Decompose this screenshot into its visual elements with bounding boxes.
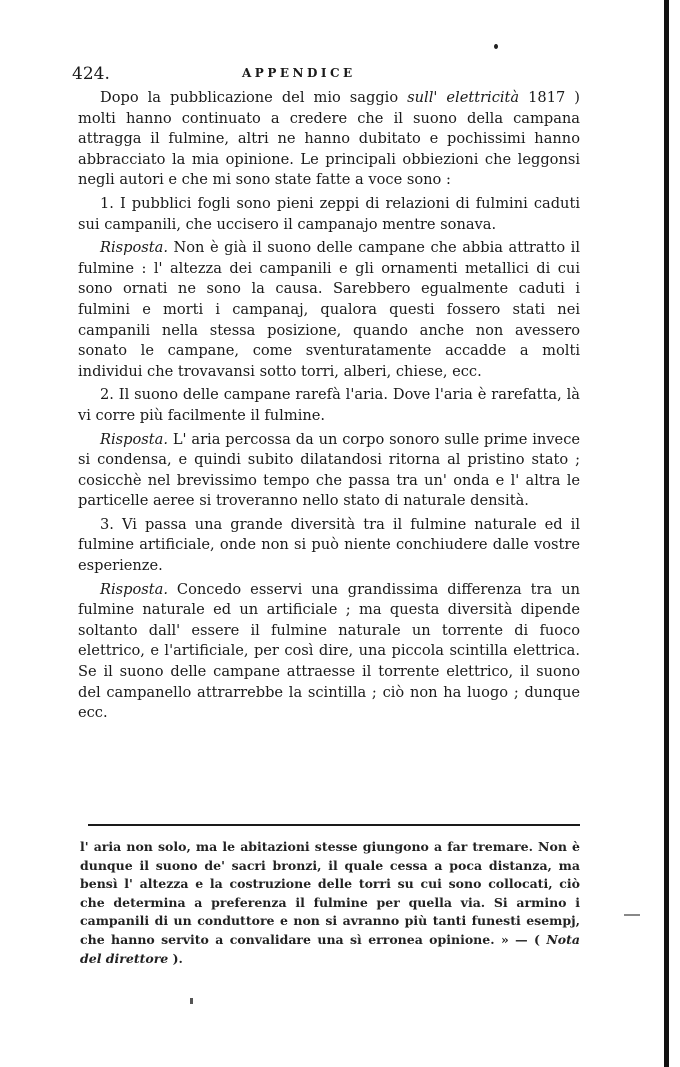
page-header [72,64,592,86]
ink-speck-top [494,44,498,49]
reply-text: L' aria percossa da un corpo sonoro sulle prime invece si condensa, e quindi subito dilatandosi ritorna al pristino stato ; cosicchè nel brevissimo tempo che passa tra un' onda e l' altra le particelle aeree si troveranno nello stato di naturale densità. [78,430,580,510]
footnote-text: l' aria non solo, ma le abitazioni stesse giungono a far tremare. Non è dunque il suono de' sacri bronzi, il quale cessa a poca distanza, ma bensì l' altezza e la costruzione delle torri su cui sono collocati, ciò che determina a preferenza il fulmine per quella via. Si armino i campanili di un conduttore e non si avranno più tanti funesti esempj, che hanno servito a convalidare una sì erronea opinione. » — ( [80,839,580,947]
reply-1 [78,238,580,382]
objection-2: 2. Il suono delle campane rarefà l'aria. Dove l'aria è rarefatta, là vi corre più facilmente il fulmine. [78,386,580,424]
reply-text: Concedo esservi una grandissima differenza tra un fulmine naturale ed un artificiale ; ma questa diversità dipende soltanto dall' essere il fulmine naturale un torrente di fuoco elettrico, e l'artificiale, per così dire, una piccola scintilla elettrica. Se il suono delle campane attraesse il torrente elettrico, il suono del campanello attrarrebbe la scintilla ; ciò non ha luogo ; dunque ecc. [78,580,580,722]
objection-1: 1. I pubblici fogli sono pieni zeppi di relazioni di fulmini caduti sui campanili, che uccisero il campanajo mentre sonava. [78,194,580,233]
footnote [80,838,580,968]
reply-label: Risposta. [100,580,168,598]
intro-paragraph [78,88,580,191]
footnote-attribution: Nota del direttore [80,931,580,966]
reply-text: Non è già il suono delle campane che abbia attratto il fulmine : l' altezza dei campanili e gli ornamenti metallici di cui sono ornati ne sono la causa. Sarebbero egualmente caduti i fulmini e morti i campanaj, qualora questi fossero stati nei campanili nella stessa posizione, quando anche non avessero sonato le campane, come sventuratamente accadde a molti individui che trovavansi sotto torri, alberi, chiese, ecc. [78,239,580,380]
essay-title: sull' elettricità [407,89,520,106]
footnote-closing: ). [168,950,183,966]
intro-text-a: Dopo la pubblicazione del mio saggio [100,89,408,106]
main-text [78,88,580,727]
objection-3: 3. Vi passa una grande diversità tra il fulmine naturale ed il fulmine artificiale, onde non si può niente conchiudere dalle vostre esperienze. [78,515,580,575]
reply-3 [78,580,580,724]
intro-text-b: 1817 ) molti hanno continuato a credere che il suono della campana attragga il fulmine, altri ne hanno dubitato e pochissimi hanno abbracciato la mia opinione. Le principali obbiezioni che leggonsi negli autori e che mi sono state fatte a voce sono : [78,89,580,189]
reply-label: Risposta. [100,239,168,257]
reply-label: Risposta. [100,430,168,448]
footnote-rule [88,824,580,826]
footnote-paragraph [80,838,580,968]
ink-speck-bottom [190,998,193,1004]
margin-mark [624,914,640,916]
page-number: 424. [72,64,110,84]
running-head: APPENDICE [242,66,356,80]
reply-2 [78,430,580,512]
page-edge-border [664,0,669,1067]
